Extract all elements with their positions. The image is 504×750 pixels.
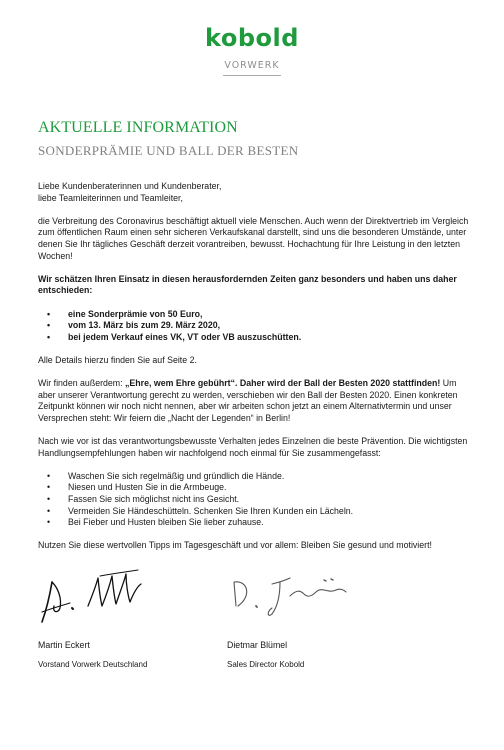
ball-text-start: Wir finden außerdem:: [38, 378, 126, 389]
tips-list-item: • Vermeiden Sie Händeschütteln. Schenken Sie Ihren Kunden ein Lächeln.: [68, 506, 474, 518]
vorwerk-logo-underline: [223, 75, 281, 76]
bonus-list-item: • vom 13. März bis zum 29. März 2020,: [68, 320, 474, 332]
ball-text-bold: „Ehre, wem Ehre gebührt“. Daher wird der Ball der Besten 2020 stattfinden!: [125, 378, 441, 389]
tips-list-item: • Waschen Sie sich regelmäßig und gründlich die Hände.: [68, 471, 474, 483]
closing-paragraph: Nutzen Sie diese wertvollen Tipps im Tagesgeschäft und vor allem: Bleiben Sie gesund und motiviert!: [38, 540, 432, 551]
signature-dietmar-bluemel: [228, 572, 352, 622]
signer-role: Vorstand Vorwerk Deutschland: [38, 660, 148, 669]
letter-content: [38, 118, 474, 671]
bonus-list: [38, 309, 474, 344]
tips-list-item: • Bei Fieber und Husten bleiben Sie lieber zuhause.: [68, 517, 474, 529]
kobold-logo: kobold: [205, 24, 299, 52]
prevention-paragraph: Nach wie vor ist das verantwortungsbewusste Verhalten jedes Einzelnen die beste Prävention. Die wichtigsten Handlungsempfehlungen haben wir nachfolgend noch einmal für Sie zusammengefasst:: [38, 436, 468, 458]
tips-list-item: • Fassen Sie sich möglichst nicht ins Gesicht.: [68, 494, 474, 506]
intro-paragraph: die Verbreitung des Coronavirus beschäftigt aktuell viele Menschen. Auch wenn der Direktvertrieb im Vergleich zum öffentlichen Raum einen sehr sicheren Verkaufskanal darstellt, sind uns die besonderen Umstände, unter denen Sie Ihr tägliches Geschäft derzeit vorantreiben, bewusst. Hochachtung für Ihre Leistung in den letzten Wochen!: [38, 215, 469, 261]
decision-paragraph: Wir schätzen Ihren Einsatz in diesen herausfordernden Zeiten ganz besonders und haben uns daher entschieden:: [38, 273, 457, 296]
signer-name: Martin Eckert: [38, 640, 90, 650]
vorwerk-logo: VORWERK: [224, 60, 280, 71]
signer-name: Dietmar Blümel: [227, 640, 288, 650]
page-title: AKTUELLE INFORMATION: [38, 119, 238, 136]
brand-header: [0, 24, 504, 76]
salutation-line-2: liebe Teamleiterinnen und Teamleiter,: [38, 192, 183, 203]
signer-names: [38, 640, 474, 652]
ball-text-end: Um aber unserer Verantwortung gerecht zu werden, verschieben wir den Ball der Besten 2020. Einen konkreten Zeitpunkt können wir noch nicht nennen, aber wir arbeiten schon jetzt an einem Alternativtermin und unser Versprechen steht: Wir feiern die „Nacht der Legenden“ in Berlin!: [38, 378, 458, 423]
bonus-list-item: • bei jedem Verkauf eines VK, VT oder VB auszuschütten.: [68, 332, 474, 344]
salutation-line-1: Liebe Kundenberaterinnen und Kundenberater,: [38, 181, 222, 191]
letter-body: [38, 181, 474, 671]
details-paragraph: Alle Details hierzu finden Sie auf Seite 2.: [38, 354, 197, 365]
signer-roles: [38, 659, 474, 671]
ball-paragraph: [38, 378, 474, 424]
signer-role: Sales Director Kobold: [227, 660, 305, 669]
bonus-list-item: • eine Sonderprämie von 50 Euro,: [68, 309, 474, 321]
signature-area: [38, 568, 474, 640]
tips-list: [38, 471, 474, 529]
signature-martin-eckert: [38, 568, 154, 630]
page-subtitle: SONDERPRÄMIE UND BALL DER BESTEN: [38, 143, 299, 158]
tips-list-item: • Niesen und Husten Sie in die Armbeuge.: [68, 482, 474, 494]
